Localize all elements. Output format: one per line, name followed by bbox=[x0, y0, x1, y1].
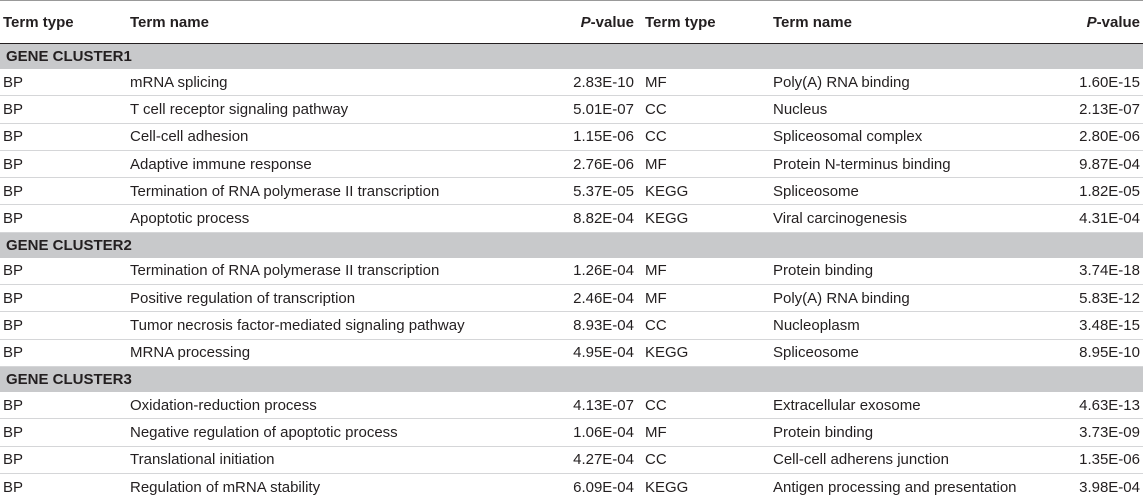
term-name-cell-2: Viral carcinogenesis bbox=[773, 205, 1043, 232]
table-row bbox=[0, 150, 1143, 177]
term-type-cell-2: MF bbox=[645, 285, 773, 312]
cluster-title: GENE CLUSTER2 bbox=[0, 232, 1143, 258]
term-name-cell-2: Spliceosome bbox=[773, 339, 1043, 366]
term-type-cell-2: CC bbox=[645, 312, 773, 339]
pvalue-cell-2: 4.31E-04 bbox=[1043, 205, 1143, 232]
cluster-header-row bbox=[0, 232, 1143, 258]
pvalue-cell-2: 1.35E-06 bbox=[1043, 446, 1143, 473]
term-type-cell-2: KEGG bbox=[645, 473, 773, 500]
table-row bbox=[0, 312, 1143, 339]
header-pvalue-suffix-2: -value bbox=[1097, 14, 1140, 31]
term-type-cell-2: MF bbox=[645, 419, 773, 446]
cluster-header-row bbox=[0, 366, 1143, 392]
term-name-cell: Negative regulation of apoptotic process bbox=[130, 419, 515, 446]
pvalue-cell-2: 3.98E-04 bbox=[1043, 473, 1143, 500]
term-type-cell: BP bbox=[0, 123, 130, 150]
pvalue-cell: 5.01E-07 bbox=[515, 96, 645, 123]
table-row bbox=[0, 473, 1143, 500]
cluster-title: GENE CLUSTER1 bbox=[0, 44, 1143, 70]
term-type-cell-2: MF bbox=[645, 258, 773, 285]
term-name-cell-2: Poly(A) RNA binding bbox=[773, 285, 1043, 312]
term-type-cell-2: MF bbox=[645, 69, 773, 96]
term-type-cell-2: KEGG bbox=[645, 339, 773, 366]
table-row bbox=[0, 96, 1143, 123]
term-name-cell: Termination of RNA polymerase II transcription bbox=[130, 258, 515, 285]
term-type-cell: BP bbox=[0, 69, 130, 96]
pvalue-cell: 5.37E-05 bbox=[515, 178, 645, 205]
term-type-cell-2: KEGG bbox=[645, 205, 773, 232]
term-type-cell-2: MF bbox=[645, 150, 773, 177]
term-type-cell: BP bbox=[0, 178, 130, 205]
pvalue-cell: 8.93E-04 bbox=[515, 312, 645, 339]
term-type-cell: BP bbox=[0, 205, 130, 232]
term-type-cell-2: CC bbox=[645, 96, 773, 123]
pvalue-cell-2: 3.48E-15 bbox=[1043, 312, 1143, 339]
pvalue-cell: 2.46E-04 bbox=[515, 285, 645, 312]
term-type-cell-2: CC bbox=[645, 446, 773, 473]
term-type-cell-2: CC bbox=[645, 392, 773, 419]
table-row bbox=[0, 446, 1143, 473]
term-name-cell-2: Spliceosomal complex bbox=[773, 123, 1043, 150]
header-pvalue-suffix: -value bbox=[591, 14, 634, 31]
header-term-name: Term name bbox=[130, 1, 515, 44]
term-type-cell: BP bbox=[0, 150, 130, 177]
cluster-title: GENE CLUSTER3 bbox=[0, 366, 1143, 392]
term-name-cell: mRNA splicing bbox=[130, 69, 515, 96]
table-row bbox=[0, 123, 1143, 150]
pvalue-cell-2: 2.80E-06 bbox=[1043, 123, 1143, 150]
pvalue-cell: 8.82E-04 bbox=[515, 205, 645, 232]
header-pvalue-p: P bbox=[581, 14, 591, 31]
term-name-cell-2: Protein binding bbox=[773, 419, 1043, 446]
header-term-type-2: Term type bbox=[645, 1, 773, 44]
term-name-cell-2: Cell-cell adherens junction bbox=[773, 446, 1043, 473]
header-pvalue-2 bbox=[1043, 1, 1143, 44]
term-name-cell: Oxidation-reduction process bbox=[130, 392, 515, 419]
pvalue-cell-2: 1.60E-15 bbox=[1043, 69, 1143, 96]
pvalue-cell-2: 1.82E-05 bbox=[1043, 178, 1143, 205]
pvalue-cell-2: 5.83E-12 bbox=[1043, 285, 1143, 312]
pvalue-cell: 1.15E-06 bbox=[515, 123, 645, 150]
table-row bbox=[0, 285, 1143, 312]
cluster-header-row bbox=[0, 44, 1143, 70]
pvalue-cell: 4.27E-04 bbox=[515, 446, 645, 473]
header-term-type: Term type bbox=[0, 1, 130, 44]
term-name-cell-2: Antigen processing and presentation bbox=[773, 473, 1043, 500]
term-type-cell-2: KEGG bbox=[645, 178, 773, 205]
pvalue-cell-2: 3.74E-18 bbox=[1043, 258, 1143, 285]
term-type-cell: BP bbox=[0, 312, 130, 339]
pvalue-cell-2: 9.87E-04 bbox=[1043, 150, 1143, 177]
table-row bbox=[0, 339, 1143, 366]
pvalue-cell: 4.95E-04 bbox=[515, 339, 645, 366]
term-name-cell-2: Nucleus bbox=[773, 96, 1043, 123]
pvalue-cell: 1.26E-04 bbox=[515, 258, 645, 285]
term-type-cell: BP bbox=[0, 473, 130, 500]
table-row bbox=[0, 205, 1143, 232]
term-name-cell: MRNA processing bbox=[130, 339, 515, 366]
term-name-cell-2: Poly(A) RNA binding bbox=[773, 69, 1043, 96]
pvalue-cell: 4.13E-07 bbox=[515, 392, 645, 419]
header-term-name-2: Term name bbox=[773, 1, 1043, 44]
term-type-cell: BP bbox=[0, 419, 130, 446]
term-name-cell-2: Extracellular exosome bbox=[773, 392, 1043, 419]
term-name-cell: Adaptive immune response bbox=[130, 150, 515, 177]
term-name-cell-2: Protein N-terminus binding bbox=[773, 150, 1043, 177]
pvalue-cell: 1.06E-04 bbox=[515, 419, 645, 446]
term-name-cell: Translational initiation bbox=[130, 446, 515, 473]
table-row bbox=[0, 69, 1143, 96]
table-body bbox=[0, 44, 1143, 500]
pvalue-cell-2: 4.63E-13 bbox=[1043, 392, 1143, 419]
table-row bbox=[0, 178, 1143, 205]
term-type-cell: BP bbox=[0, 96, 130, 123]
table-row bbox=[0, 258, 1143, 285]
header-row bbox=[0, 1, 1143, 44]
term-name-cell: T cell receptor signaling pathway bbox=[130, 96, 515, 123]
term-type-cell: BP bbox=[0, 392, 130, 419]
header-pvalue bbox=[515, 1, 645, 44]
pvalue-cell: 2.76E-06 bbox=[515, 150, 645, 177]
term-name-cell: Positive regulation of transcription bbox=[130, 285, 515, 312]
term-name-cell: Cell-cell adhesion bbox=[130, 123, 515, 150]
pvalue-cell-2: 3.73E-09 bbox=[1043, 419, 1143, 446]
term-name-cell: Regulation of mRNA stability bbox=[130, 473, 515, 500]
term-type-cell-2: CC bbox=[645, 123, 773, 150]
pvalue-cell-2: 8.95E-10 bbox=[1043, 339, 1143, 366]
term-name-cell: Apoptotic process bbox=[130, 205, 515, 232]
term-name-cell-2: Nucleoplasm bbox=[773, 312, 1043, 339]
term-name-cell: Termination of RNA polymerase II transcription bbox=[130, 178, 515, 205]
table-row bbox=[0, 392, 1143, 419]
term-type-cell: BP bbox=[0, 446, 130, 473]
pvalue-cell-2: 2.13E-07 bbox=[1043, 96, 1143, 123]
pvalue-cell: 2.83E-10 bbox=[515, 69, 645, 96]
term-type-cell: BP bbox=[0, 258, 130, 285]
term-name-cell: Tumor necrosis factor-mediated signaling pathway bbox=[130, 312, 515, 339]
term-type-cell: BP bbox=[0, 339, 130, 366]
table-row bbox=[0, 419, 1143, 446]
term-type-cell: BP bbox=[0, 285, 130, 312]
term-name-cell-2: Protein binding bbox=[773, 258, 1043, 285]
pvalue-cell: 6.09E-04 bbox=[515, 473, 645, 500]
term-name-cell-2: Spliceosome bbox=[773, 178, 1043, 205]
header-pvalue-p-2: P bbox=[1087, 14, 1097, 31]
